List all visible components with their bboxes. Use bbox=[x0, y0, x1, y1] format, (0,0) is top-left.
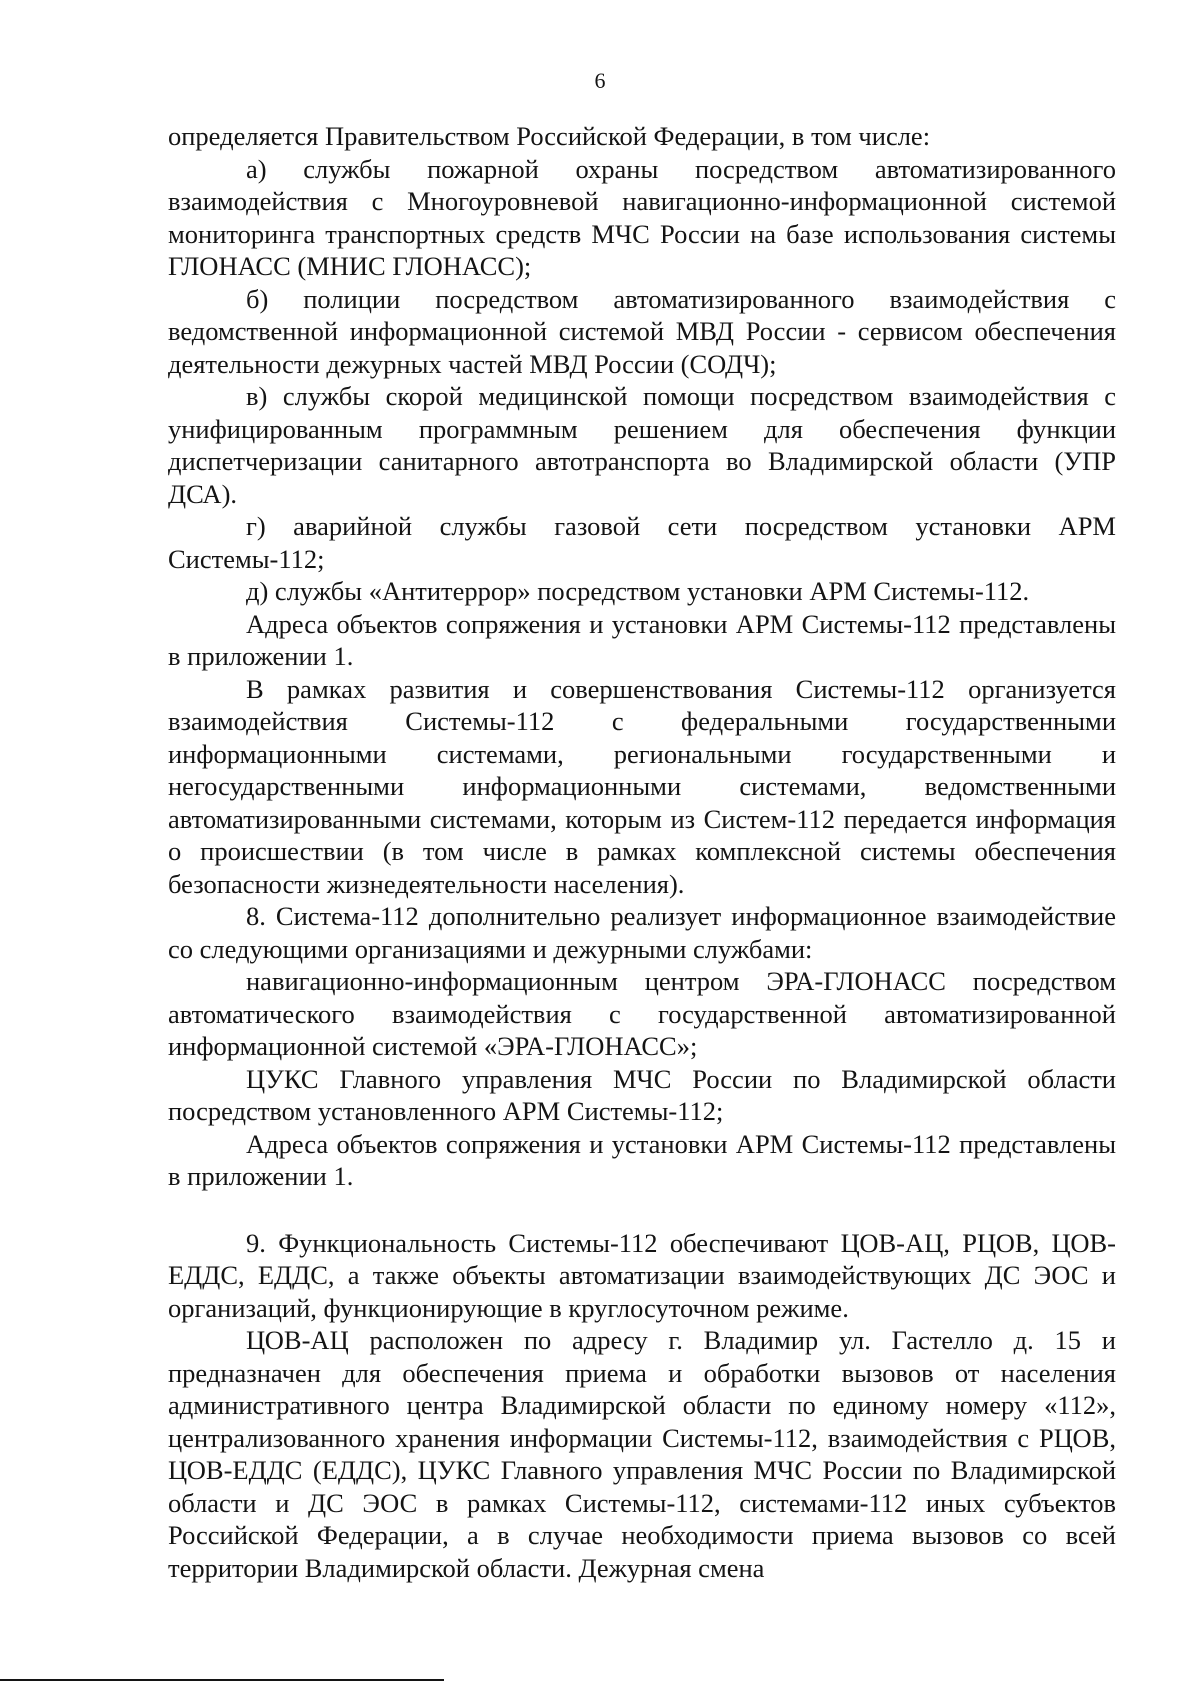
paragraph-item-b: б) полиции посредством автоматизированного взаимодействия с ведомственной информационной системой МВД России - сервисом обеспечения деятельности дежурных частей МВД России (СОДЧ); bbox=[168, 283, 1116, 379]
paragraph-era-glonass: навигационно-информационным центром ЭРА-ГЛОНАСС посредством автоматического взаимодействия с государственной автоматизированной информационной системой «ЭРА-ГЛОНАСС»; bbox=[168, 966, 1116, 1061]
footnote-divider bbox=[0, 1679, 444, 1681]
paragraph-tsov-ats: ЦОВ-АЦ расположен по адресу г. Владимир ул. Гастелло д. 15 и предназначен для обеспечения приема и обработки вызовов от населения административного центра Владимирской области по единому номеру «112», централизованного хранения информации Системы-112, взаимодействия с РЦОВ, ЦОВ-ЕДДС (ЕДДС), ЦУКС Главного управления МЧС России по Владимирской области и ДС ЭОС в рамках Системы-112, системами-112 иных субъектов Российской Федерации, а в случае необходимости приема вызовов со всей территории Владимирской области. Дежурная смена bbox=[168, 1325, 1116, 1583]
paragraph-item-a: а) службы пожарной охраны посредством автоматизированного взаимодействия с Многоуровневой навигационно-информационной системой мониторинга транспортных средств МЧС России на базе использования системы ГЛОНАСС (МНИС ГЛОНАСС); bbox=[168, 153, 1116, 281]
paragraph-item-d: д) службы «Антитеррор» посредством установки АРМ Системы-112. bbox=[246, 576, 1030, 606]
paragraph-development: В рамках развития и совершенствования Системы-112 организуется взаимодействия Системы-112 с федеральными государственными информационными системами, региональными государственными и негосударственными информационными системами, ведомственными автоматизированными системами, которым из Систем-112 передается информация о происшествии (в том числе в рамках комплексной системы обеспечения безопасности жизнедеятельности населения). bbox=[168, 673, 1116, 899]
paragraph-addresses-1: Адреса объектов сопряжения и установки АРМ Системы-112 представлены в приложении 1. bbox=[168, 608, 1116, 671]
paragraph-section-8: 8. Система-112 дополнительно реализует информационное взаимодействие со следующими организациями и дежурными службами: bbox=[168, 901, 1116, 964]
paragraph-addresses-2: Адреса объектов сопряжения и установки АРМ Системы-112 представлены в приложении 1. bbox=[168, 1128, 1116, 1191]
paragraph-item-g: г) аварийной службы газовой сети посредством установки АРМ Системы-112; bbox=[168, 511, 1116, 574]
page-number: 6 bbox=[594, 68, 606, 93]
paragraph-tsuks: ЦУКС Главного управления МЧС России по Владимирской области посредством установленного АРМ Системы-112; bbox=[168, 1063, 1116, 1126]
body-text bbox=[168, 120, 1116, 1584]
paragraph-item-v: в) службы скорой медицинской помощи посредством взаимодействия с унифицированным программным решением для обеспечения функции диспетчеризации санитарного автотранспорта во Владимирской области (УПР ДСА). bbox=[168, 381, 1116, 509]
paragraph-continuation: определяется Правительством Российской Федерации, в том числе: bbox=[168, 121, 931, 151]
paragraph-section-9: 9. Функциональность Системы-112 обеспечивают ЦОВ-АЦ, РЦОВ, ЦОВ- ЕДДС, ЕДДС, а также объекты автоматизации взаимодействующих ДС ЭОС и организаций, функционирующие в круглосуточном режиме. bbox=[168, 1227, 1116, 1323]
